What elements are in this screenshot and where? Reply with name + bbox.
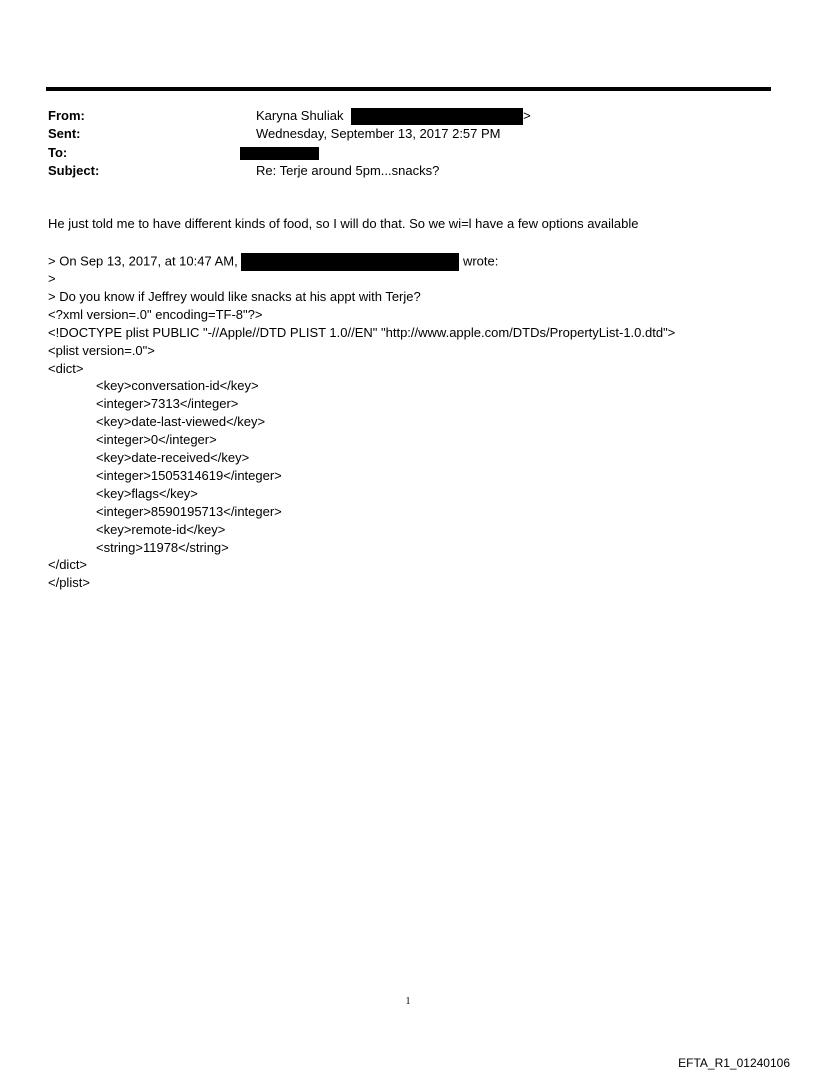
from-value [256,108,531,125]
redaction-block [351,108,523,125]
reply-text: He just told me to have different kinds of food, so I will do that. So we wi=l have a few options available [48,216,639,231]
from-suffix: > [523,108,531,123]
to-label: To: [48,145,68,160]
quote-suffix: wrote: [462,253,499,269]
dict-line: <key>flags</key> [96,486,198,501]
subject-label: Subject: [48,163,100,178]
dict-line: <integer>8590195713</integer> [96,504,282,519]
xml-line: <?xml version=.0" encoding=TF-8"?> [48,307,263,322]
bates-number: EFTA_R1_01240106 [678,1056,790,1070]
from-label: From: [48,108,85,123]
page-number: 1 [405,996,411,1007]
xml-closing-line: </plist> [48,575,90,590]
sent-value: Wednesday, September 13, 2017 2:57 PM [256,126,501,141]
redaction-block [241,253,459,271]
quote-prefix: > On Sep 13, 2017, at 10:47 AM, [48,253,238,269]
subject-value: Re: Terje around 5pm...snacks? [256,163,440,178]
dict-line: <integer>1505314619</integer> [96,468,282,483]
dict-line: <key>conversation-id</key> [96,378,259,393]
sender-name: Karyna Shuliak [256,108,344,123]
xml-line: <dict> [48,361,84,376]
to-value [256,145,319,160]
dict-line: <integer>7313</integer> [96,396,239,411]
sent-label: Sent: [48,126,81,141]
quote-blank: > [48,271,56,286]
xml-line: <!DOCTYPE plist PUBLIC "-//Apple//DTD PLIST 1.0//EN" "http://www.apple.com/DTDs/PropertyList-1.0.dtd"> [48,325,676,340]
header-rule [46,87,771,91]
dict-line: <key>date-last-viewed</key> [96,414,266,429]
dict-line: <string>11978</string> [96,540,229,555]
dict-line: <integer>0</integer> [96,432,217,447]
xml-line: <plist version=.0"> [48,343,155,358]
xml-closing-line: </dict> [48,557,88,572]
quote-header [48,253,498,271]
dict-line: <key>remote-id</key> [96,522,226,537]
quote-question: > Do you know if Jeffrey would like snacks at his appt with Terje? [48,289,421,304]
redaction-block [240,147,319,160]
dict-line: <key>date-received</key> [96,450,250,465]
